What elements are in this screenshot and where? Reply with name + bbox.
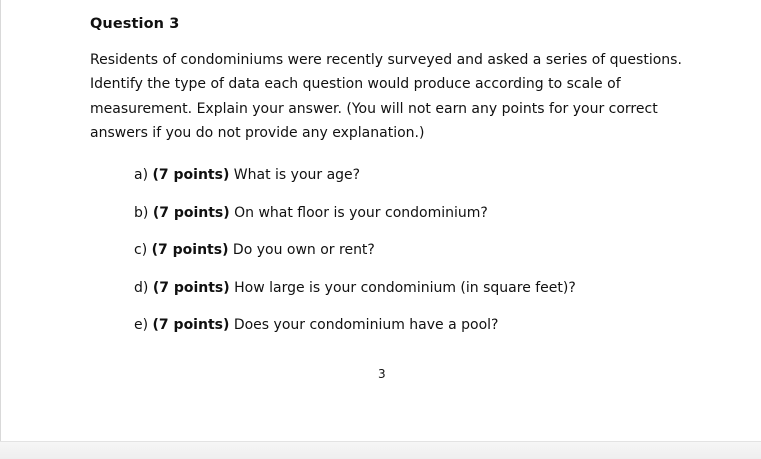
question-item-d <box>134 279 576 297</box>
question-text: How large is your condominium (in square feet)? <box>234 280 576 296</box>
question-letter: d) <box>134 280 149 296</box>
question-letter: e) <box>134 317 149 333</box>
question-item-a <box>134 166 360 184</box>
question-item-c <box>134 241 375 259</box>
question-item-b <box>134 204 488 222</box>
intro-line-3: measurement. Explain your answer. (You will not earn any points for your correct <box>90 101 658 117</box>
question-points: (7 points) <box>152 317 230 333</box>
question-item-e <box>134 316 498 334</box>
question-letter: a) <box>134 167 149 183</box>
question-letter: b) <box>134 205 149 221</box>
intro-line-1: Residents of condominiums were recently surveyed and asked a series of questions. <box>90 52 682 68</box>
question-letter: c) <box>134 242 148 258</box>
question-text: What is your age? <box>233 167 361 183</box>
question-points: (7 points) <box>151 242 229 258</box>
question-text: Do you own or rent? <box>232 242 375 258</box>
question-points: (7 points) <box>152 280 230 296</box>
intro-line-4: answers if you do not provide any explanation.) <box>90 125 425 141</box>
page-bottom-edge <box>0 441 761 459</box>
page-left-edge <box>0 0 1 459</box>
question-heading: Question 3 <box>90 16 180 32</box>
question-text: On what floor is your condominium? <box>234 205 488 221</box>
intro-line-2: Identify the type of data each question would produce according to scale of <box>90 76 621 92</box>
page-number: 3 <box>378 367 386 381</box>
question-points: (7 points) <box>152 205 230 221</box>
question-points: (7 points) <box>152 167 230 183</box>
question-text: Does your condominium have a pool? <box>233 317 499 333</box>
